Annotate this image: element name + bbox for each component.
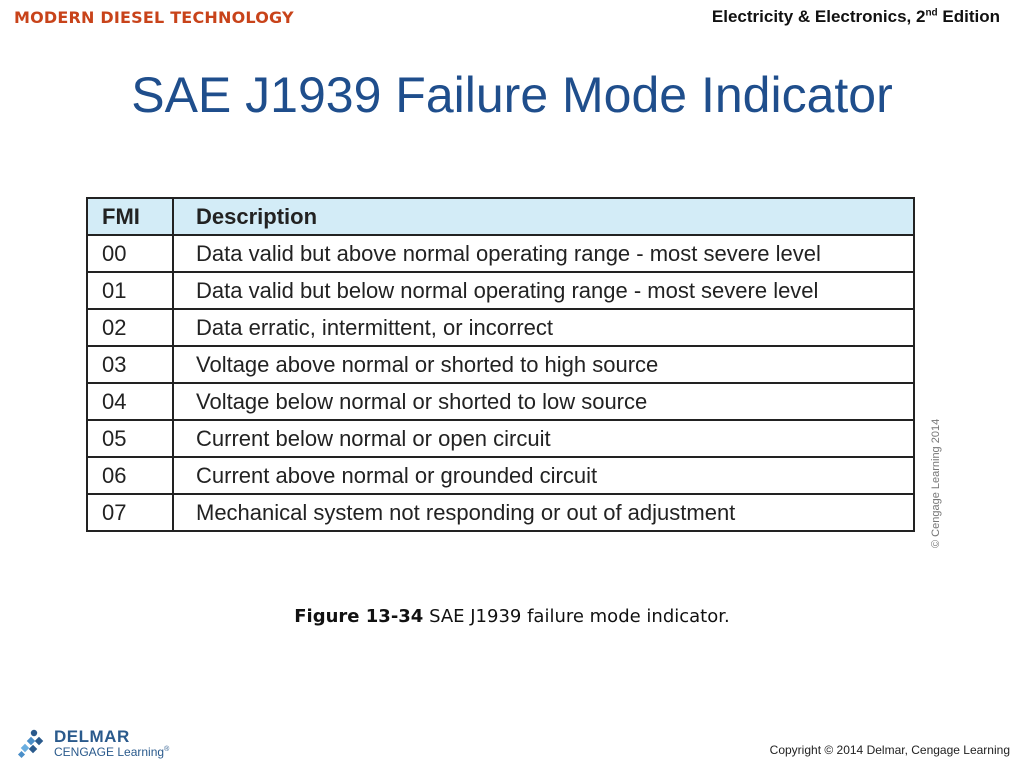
book-title-text: Electricity & Electronics, 2 xyxy=(711,7,926,26)
fmi-description: Current below normal or open circuit xyxy=(173,420,914,457)
fmi-description: Current above normal or grounded circuit xyxy=(173,457,914,494)
figure-caption-text: SAE J1939 failure mode indicator. xyxy=(423,606,730,627)
fmi-description: Voltage below normal or shorted to low source xyxy=(173,383,914,420)
fmi-description: Mechanical system not responding or out of adjustment xyxy=(173,494,914,531)
fmi-code: 01 xyxy=(87,272,173,309)
table-row xyxy=(87,346,914,383)
book-title xyxy=(712,7,1000,27)
fmi-table xyxy=(86,197,915,532)
fmi-code: 07 xyxy=(87,494,173,531)
table-row xyxy=(87,309,914,346)
figure-caption xyxy=(0,606,1024,627)
slide-title: SAE J1939 Failure Mode Indicator xyxy=(131,67,893,123)
logo-subtitle xyxy=(54,745,169,759)
logo-trademark: ® xyxy=(164,746,170,753)
fmi-code: 06 xyxy=(87,457,173,494)
logo-brand: DELMAR xyxy=(54,727,130,746)
table-row xyxy=(87,457,914,494)
logo-subtitle-text: CENGAGE Learning xyxy=(54,745,165,759)
series-name: MODERN DIESEL TECHNOLOGY xyxy=(14,8,294,27)
column-header-fmi: FMI xyxy=(87,198,173,235)
fmi-code: 02 xyxy=(87,309,173,346)
fmi-description: Data valid but below normal operating range - most severe level xyxy=(173,272,914,309)
fmi-description: Data erratic, intermittent, or incorrect xyxy=(173,309,914,346)
table-row xyxy=(87,272,914,309)
fmi-code: 05 xyxy=(87,420,173,457)
fmi-description: Data valid but above normal operating range - most severe level xyxy=(173,235,914,272)
edition-superscript: nd xyxy=(925,7,938,19)
figure-credit: © Cengage Learning 2014 xyxy=(930,418,942,548)
table-row xyxy=(87,383,914,420)
figure-label: Figure 13-34 xyxy=(294,606,424,627)
column-header-description: Description xyxy=(173,198,914,235)
table-row xyxy=(87,494,914,531)
fmi-description: Voltage above normal or shorted to high source xyxy=(173,346,914,383)
table-header-row xyxy=(87,198,914,235)
fmi-code: 03 xyxy=(87,346,173,383)
table-row xyxy=(87,235,914,272)
edition-word: Edition xyxy=(937,7,1000,26)
delmar-logo-icon xyxy=(16,729,48,759)
table-row xyxy=(87,420,914,457)
fmi-code: 04 xyxy=(87,383,173,420)
fmi-code: 00 xyxy=(87,235,173,272)
copyright-notice: Copyright © 2014 Delmar, Cengage Learning xyxy=(769,743,1010,757)
